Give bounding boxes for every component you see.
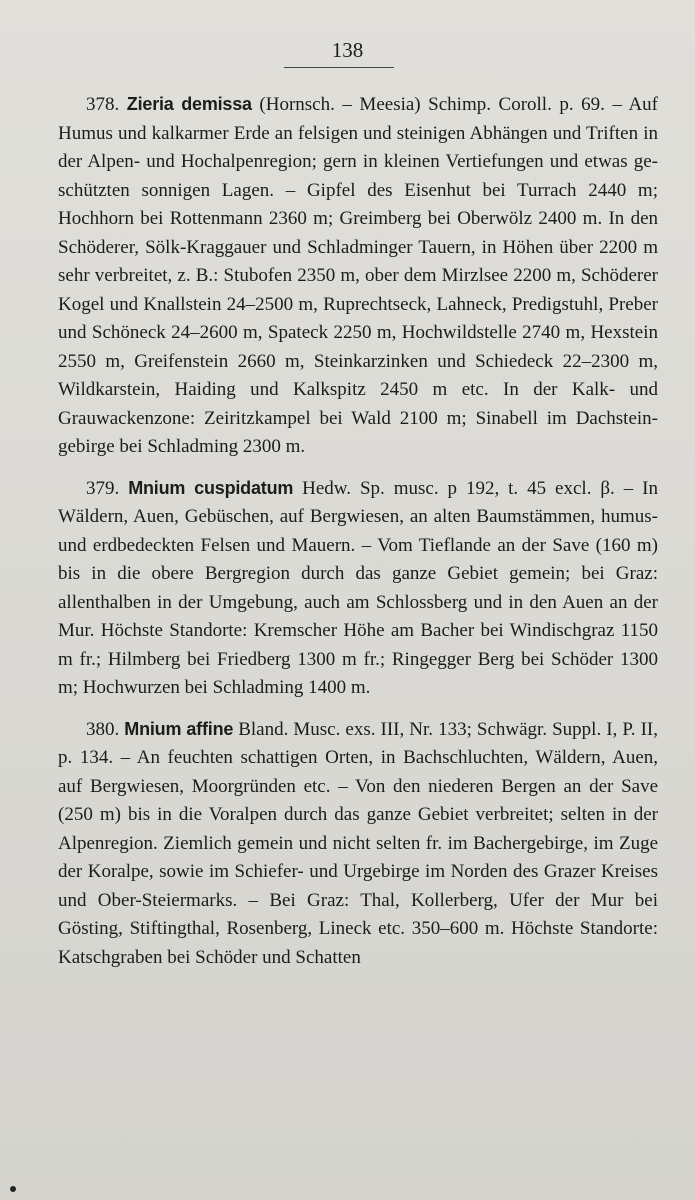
species-name: Mnium affine (124, 718, 234, 739)
entry-379 (58, 474, 658, 703)
entry-text: Sp. musc. p 192, t. 45 excl. β. – In Wäldern, Auen, Gebüschen, auf Bergwiesen, an alten Baumstämmen, humus- und erdbedeckten Felsen und Mauern. – Vom Tieflande an der Save (160 m) bis in die obere Bergregion durch das ganze Gebiet gemein; bei Graz: allenthalben in der Umgebung, auch am Schlossberg und in den Auen an der Mur. Höchste Standorte: Kremscher Höhe am Bacher bei Windischgraz 1150 m fr.; Hilmberg bei Friedberg 1300 m fr.; Ringegger Berg bei Schöder 1300 m; Hochwurzen bei Schladming 1400 m. (58, 477, 658, 698)
page-number: 138 (331, 38, 364, 62)
species-name: Mnium cuspidatum (128, 477, 294, 498)
entry-378 (58, 90, 658, 462)
entry-text: Coroll. p. 69. – Auf Humus und kalkarmer Erde an felsigen und steinigen Abhängen und Triften in der Alpen- und Hochalpenregion; gern in kleinen Vertiefungen und etwas geschützten sonnigen Lagen. – Gipfel des Eisenhut bei Turrach 2440 m; Hochhorn bei Rottenmann 2360 m; Greimberg bei Oberwölz 2400 m. In den Schöderer, Sölk-Kraggauer und Schladminger Tauern, in Höhen über 2200 m sehr verbreitet, z. B.: Stubofen 2350 m, ober dem Mirzlsee 2200 m, Schöderer Kogel und Knallstein 24–2500 m, Ruprechtseck, Lahneck, Predigstuhl, Preber und Schöneck 24–2600 m, Spateck 2250 m, Hochwildstelle 2740 m, Hexstein 2550 m, Greifenstein 2660 m, Steinkarzinken und Schiedeck 22–2300 m, Wildkarstein, Haiding und Kalkspitz 2450 m etc. In der Kalk- und Grauwackenzone: Zeiritzkampel bei Wald 2100 m; Sinabell im Dachsteingebirge bei Schladming 2300 m. (58, 94, 658, 457)
entry-text: Musc. exs. III, Nr. 133; Schwägr. Suppl. I, P. II, p. 134. – An feuchten schattigen Orten, in Bachschluchten, Wäldern, Auen, auf Bergwiesen, Moorgründen etc. – Von den niederen Bergen an der Save (250 m) bis in die Voralpen durch das ganze Gebiet verbreitet; selten in der Alpenregion. Ziemlich gemein und nicht selten fr. im Bachergebirge, im Zuge der Koralpe, sowie im Schiefer- und Urgebirge im Norden des Grazer Kreises und Ober-Steiermarks. – Bei Graz: Thal, Kollerberg, Ufer der Mur bei Gösting, Stiftingthal, Rosenberg, Lineck etc. 350–600 m. Höchste Standorte: Katschgraben bei Schöder und Schatten (58, 718, 658, 968)
entry-number: 379. (86, 477, 120, 499)
species-author: Bland. (233, 718, 289, 740)
header-rule (284, 67, 394, 68)
species-author: (Hornsch. – Meesia) Schimp. (251, 94, 491, 115)
entry-380 (58, 715, 658, 973)
species-author: Hedw. (293, 477, 352, 499)
page-content (58, 90, 658, 984)
entry-number: 378. (86, 94, 120, 115)
species-name: Zieria demissa (126, 94, 252, 114)
ink-speck (10, 1186, 16, 1192)
entry-number: 380. (86, 718, 120, 740)
